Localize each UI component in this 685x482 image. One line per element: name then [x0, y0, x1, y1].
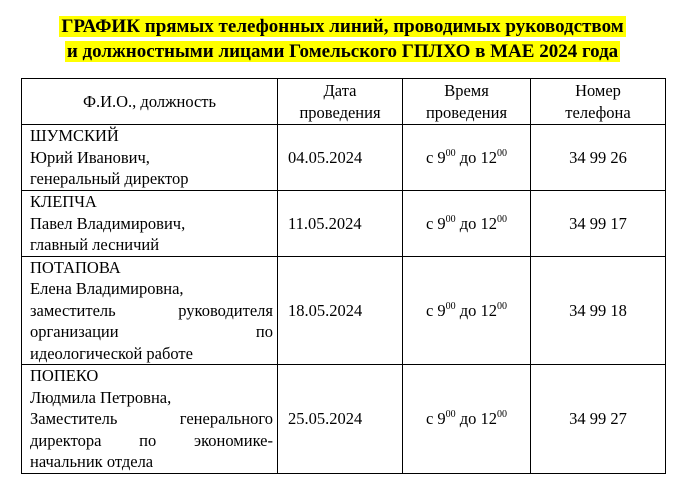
- document-title: [0, 14, 685, 64]
- position: заместитель руководителя: [30, 300, 273, 320]
- header-row: [22, 79, 666, 125]
- header-name: Ф.И.О., должность: [22, 79, 278, 125]
- first-name: Павел Владимирович,: [30, 213, 186, 233]
- title-line-2: и должностными лицами Гомельского ГПЛХО в МАЕ 2024 года: [66, 41, 619, 62]
- table-row: [22, 191, 666, 257]
- position: начальник отдела: [30, 452, 154, 471]
- time-cell: с $9^{00}$ до $12^{00}$: [403, 191, 531, 257]
- phone-cell: 34 99 17: [531, 191, 666, 257]
- surname: КЛЕПЧА: [30, 192, 97, 211]
- time-cell: с $9^{00}$ до $12^{00}$: [403, 256, 531, 365]
- date-cell: 18.05.2024: [278, 256, 403, 365]
- person-cell: [22, 191, 278, 257]
- position: Заместитель генерального: [30, 409, 273, 428]
- schedule-table: [21, 78, 666, 474]
- header-date: Дата проведения: [278, 79, 403, 125]
- time-cell: с $9^{00}$ до $12^{00}$: [403, 125, 531, 191]
- surname: ШУМСКИЙ: [30, 126, 119, 146]
- table-row: [22, 365, 666, 474]
- first-name: Юрий Иванович,: [30, 147, 150, 167]
- phone-cell: 34 99 18: [531, 256, 666, 365]
- position: главный лесничий: [30, 235, 160, 254]
- header-time: Время проведения: [403, 79, 531, 125]
- person-cell: [22, 256, 278, 365]
- phone-cell: 34 99 26: [531, 125, 666, 191]
- position: организации по: [30, 322, 273, 341]
- date-cell: 25.05.2024: [278, 365, 403, 474]
- table-row: [22, 125, 666, 191]
- phone-cell: 34 99 27: [531, 365, 666, 474]
- header-phone: Номер телефона: [531, 79, 666, 125]
- position: директора по экономике-: [30, 430, 273, 450]
- first-name: Елена Владимировна,: [30, 279, 184, 298]
- table-row: [22, 256, 666, 365]
- person-cell: [22, 365, 278, 474]
- time-cell: с $9^{00}$ до $12^{00}$: [403, 365, 531, 474]
- date-cell: 11.05.2024: [278, 191, 403, 257]
- position: генеральный директор: [30, 169, 189, 189]
- title-line-1: ГРАФИК прямых телефонных линий, проводимых руководством: [61, 16, 624, 37]
- position: идеологической работе: [30, 343, 193, 363]
- date-cell: 04.05.2024: [278, 125, 403, 191]
- surname: ПОТАПОВА: [30, 257, 121, 277]
- person-cell: [22, 125, 278, 191]
- surname: ПОПЕКО: [30, 366, 99, 385]
- first-name: Людмила Петровна,: [30, 387, 172, 407]
